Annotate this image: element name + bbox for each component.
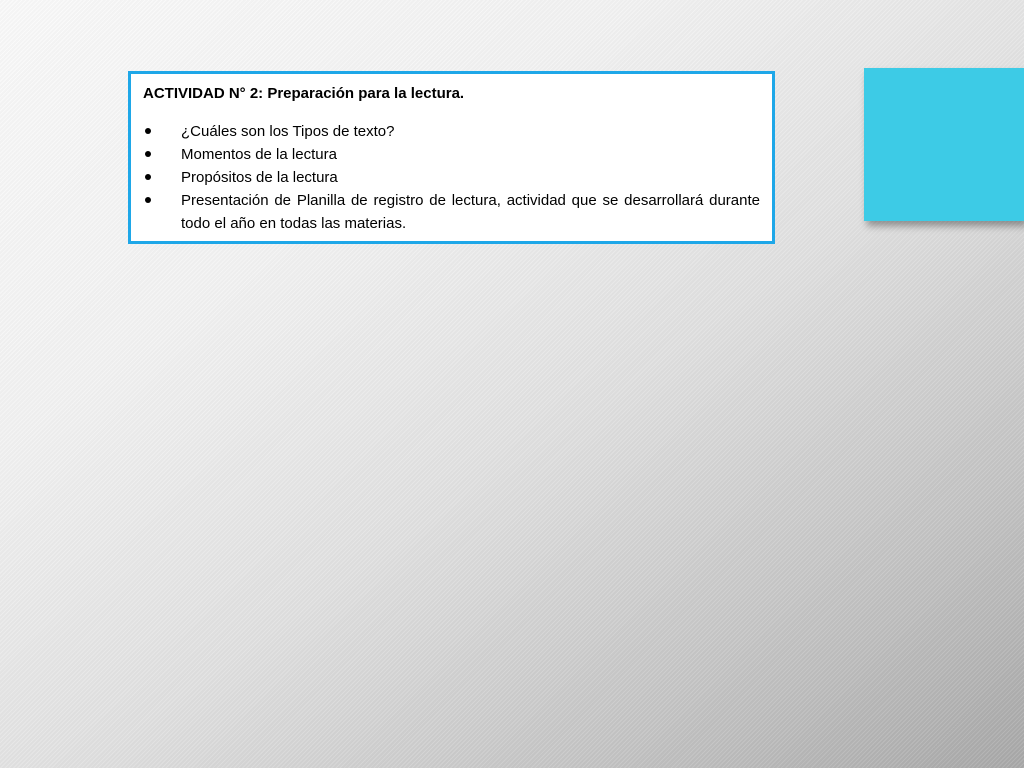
list-item bbox=[131, 120, 772, 143]
bullet-icon bbox=[145, 197, 151, 203]
bullet-icon bbox=[145, 174, 151, 180]
activity-title: ACTIVIDAD N° 2: Preparación para la lectura. bbox=[143, 85, 465, 102]
bullet-icon bbox=[145, 151, 151, 157]
list-item-text: Propósitos de la lectura bbox=[181, 169, 338, 186]
list-item-text: ¿Cuáles son los Tipos de texto? bbox=[181, 123, 395, 140]
list-item bbox=[131, 143, 772, 166]
activity-text-box bbox=[128, 71, 775, 244]
bullet-icon bbox=[145, 128, 151, 134]
accent-block bbox=[864, 68, 1024, 221]
activity-bullet-list bbox=[131, 120, 772, 235]
list-item bbox=[131, 166, 772, 189]
list-item-text: Presentación de Planilla de registro de lectura, actividad que se desarrollará durante todo el año en todas las materias. bbox=[181, 192, 760, 232]
list-item bbox=[131, 189, 772, 235]
list-item-text: Momentos de la lectura bbox=[181, 146, 337, 163]
